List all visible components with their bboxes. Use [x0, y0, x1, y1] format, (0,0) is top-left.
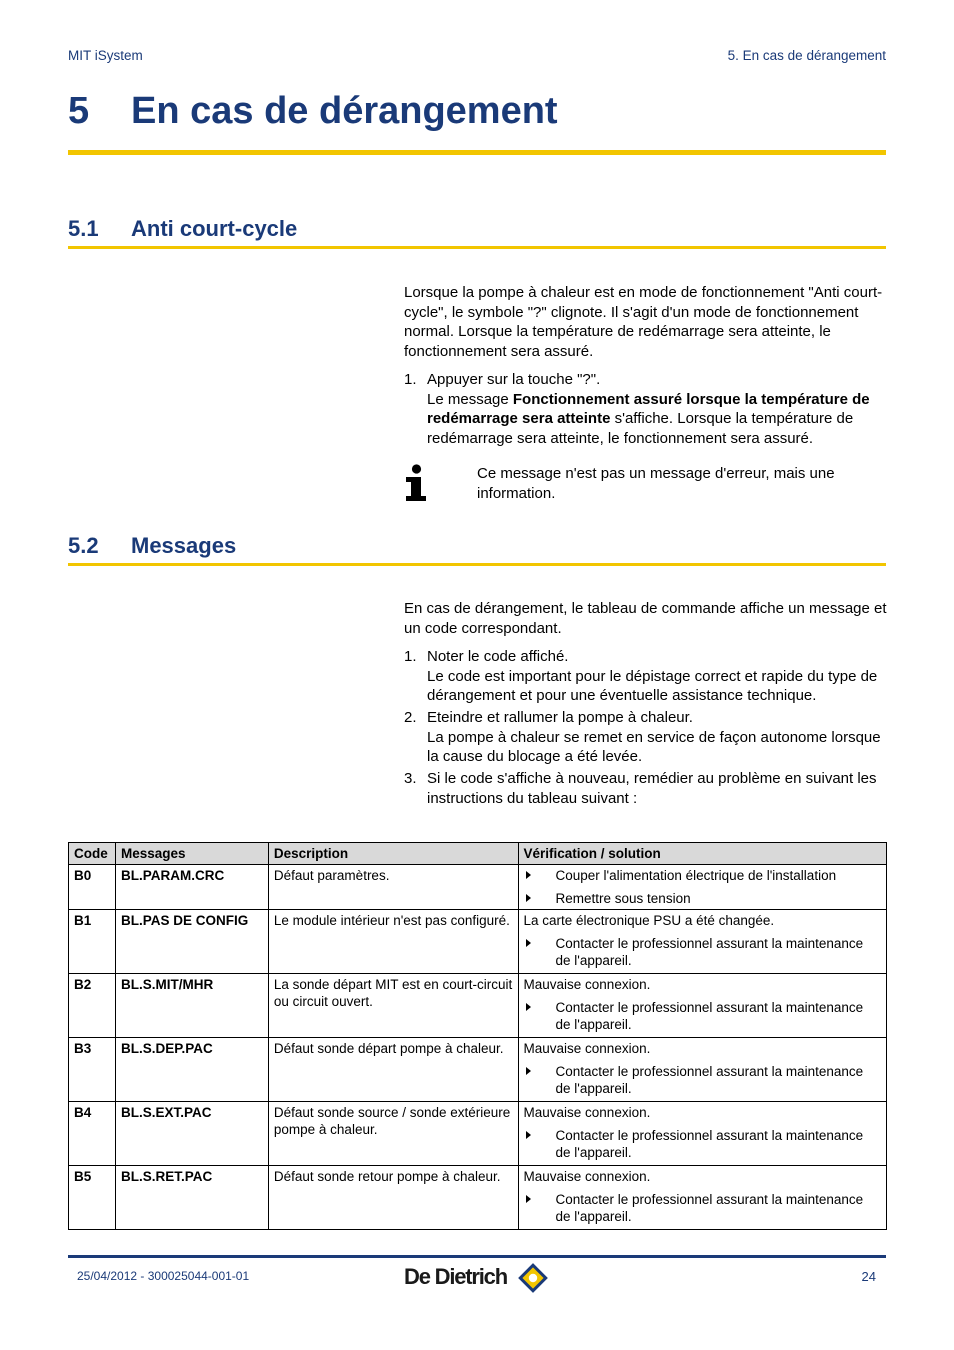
cell-code: B0: [69, 865, 116, 910]
table-header-row: [69, 843, 887, 865]
step-detail: La pompe à chaleur se remet en service de façon autonome lorsque la cause du blocage a été levée.: [427, 728, 881, 765]
cell-message: BL.S.EXT.PAC: [115, 1102, 268, 1166]
cell-code: B2: [69, 974, 116, 1038]
cell-solution: [518, 1166, 886, 1230]
section-number: 5.2: [68, 533, 99, 558]
anti-court-cycle-paragraph: Lorsque la pompe à chaleur est en mode de fonctionnement "Anti court-cycle", le symbole "?" clignote. Il s'agit d'un mode de fonctionnement normal. Lorsque la température de redémarrage sera atteinte, le fonctionnement sera assuré.: [404, 284, 883, 360]
section-title: Messages: [131, 533, 237, 558]
messages-paragraph: En cas de dérangement, le tableau de commande affiche un message et un code correspondant.: [404, 600, 887, 637]
cell-description: Défaut sonde départ pompe à chaleur.: [268, 1038, 518, 1102]
table-row: [69, 1038, 887, 1102]
cell-description: Le module intérieur n'est pas configuré.: [268, 910, 518, 974]
diamond-logo-icon: [518, 1263, 548, 1293]
section-number: 5.1: [68, 216, 99, 241]
cell-description: Défaut paramètres.: [268, 865, 518, 910]
bullet-text: Remettre sous tension: [555, 891, 691, 906]
footer-date-reference: 25/04/2012 - 300025044-001-01: [77, 1269, 250, 1283]
page-number: 24: [861, 1269, 876, 1284]
chapter-heading: [68, 88, 886, 155]
step-instruction: Si le code s'affiche à nouveau, remédier au problème en suivant les instructions du tableau suivant :: [427, 770, 877, 807]
cell-solution: [518, 974, 886, 1038]
bullet-triangle-icon: [526, 894, 531, 902]
step-instruction: Appuyer sur la touche "?".: [427, 371, 601, 388]
step-number: 3.: [404, 770, 417, 787]
table-row: [69, 1102, 887, 1166]
table-row: [69, 910, 887, 974]
solution-cause: Mauvaise connexion.: [523, 977, 651, 992]
step-instruction: Noter le code affiché.: [427, 648, 569, 665]
step-result-pre: Le message: [427, 390, 513, 408]
running-header-left: MIT iSystem: [68, 48, 143, 63]
table-row: [69, 974, 887, 1038]
messages-step-1: [404, 647, 888, 706]
solution-cause: La carte électronique PSU a été changée.: [523, 913, 775, 928]
cell-solution: [518, 1038, 886, 1102]
cell-code: B3: [69, 1038, 116, 1102]
section-title: Anti court-cycle: [131, 216, 298, 241]
error-codes-table: [68, 842, 887, 1230]
info-note: Ce message n'est pas un message d'erreur, mais une information.: [477, 465, 835, 502]
cell-message: BL.PAS DE CONFIG: [115, 910, 268, 974]
section-heading-messages: [68, 531, 886, 566]
cell-solution: [518, 910, 886, 974]
cell-message: BL.PARAM.CRC: [115, 865, 268, 910]
cell-message: BL.S.RET.PAC: [115, 1166, 268, 1230]
table-row: [69, 1166, 887, 1230]
solution-bullet: [524, 1127, 881, 1161]
solution-cause: Mauvaise connexion.: [523, 1105, 651, 1120]
bullet-text: Contacter le professionnel assurant la maintenance de l'appareil.: [555, 1128, 864, 1160]
chapter-number: 5: [68, 90, 90, 132]
bullet-text: Contacter le professionnel assurant la maintenance de l'appareil.: [555, 1064, 864, 1096]
chapter-title: En cas de dérangement: [131, 90, 558, 132]
info-icon: [404, 464, 428, 502]
messages-step-2: [404, 708, 888, 767]
column-header-code: Code: [69, 843, 116, 865]
bullet-triangle-icon: [526, 1131, 531, 1139]
cell-message: BL.S.MIT/MHR: [115, 974, 268, 1038]
logo-wordmark: De Dietrich: [404, 1264, 507, 1289]
bullet-triangle-icon: [526, 1195, 531, 1203]
solution-bullet: [524, 890, 881, 907]
column-header-messages: Messages: [115, 843, 268, 865]
bullet-text: Contacter le professionnel assurant la maintenance de l'appareil.: [555, 1000, 864, 1032]
column-header-description: Description: [268, 843, 518, 865]
cell-solution: [518, 1102, 886, 1166]
solution-bullet: [524, 1063, 881, 1097]
cell-description: Défaut sonde retour pompe à chaleur.: [268, 1166, 518, 1230]
step-number: 1.: [404, 371, 417, 388]
step-number: 2.: [404, 709, 417, 726]
cell-description: Défaut sonde source / sonde extérieure pompe à chaleur.: [268, 1102, 518, 1166]
step-detail: Le code est important pour le dépistage correct et rapide du type de dérangement et pour une éventuelle assistance technique.: [427, 667, 878, 704]
bullet-triangle-icon: [526, 1067, 531, 1075]
cell-description: La sonde départ MIT est en court-circuit ou circuit ouvert.: [268, 974, 518, 1038]
cell-solution: [518, 865, 886, 910]
step-instruction: Eteindre et rallumer la pompe à chaleur.: [427, 709, 693, 726]
bullet-text: Couper l'alimentation électrique de l'installation: [555, 868, 837, 883]
running-header-right: 5. En cas de dérangement: [727, 48, 886, 63]
bullet-triangle-icon: [526, 871, 531, 879]
anti-court-cycle-step: [404, 370, 888, 448]
cell-code: B4: [69, 1102, 116, 1166]
bullet-triangle-icon: [526, 939, 531, 947]
table-row: [69, 865, 887, 910]
cell-code: B5: [69, 1166, 116, 1230]
step-result: [427, 390, 888, 449]
solution-bullet: [524, 1191, 881, 1225]
cell-message: BL.S.DEP.PAC: [115, 1038, 268, 1102]
solution-bullet: [524, 999, 881, 1033]
messages-step-3: [404, 769, 888, 808]
step-result-message: Fonctionnement assuré lorsque la température de redémarrage sera atteinte: [427, 390, 870, 427]
section-heading-anti-court-cycle: [68, 214, 886, 249]
bullet-text: Contacter le professionnel assurant la maintenance de l'appareil.: [555, 936, 864, 968]
column-header-solution: Vérification / solution: [518, 843, 886, 865]
solution-bullet: [524, 935, 881, 969]
cell-code: B1: [69, 910, 116, 974]
solution-cause: Mauvaise connexion.: [523, 1169, 651, 1184]
footer-rule: [68, 1255, 886, 1258]
solution-cause: Mauvaise connexion.: [523, 1041, 651, 1056]
bullet-triangle-icon: [526, 1003, 531, 1011]
bullet-text: Contacter le professionnel assurant la maintenance de l'appareil.: [555, 1192, 864, 1224]
solution-bullet: [524, 867, 881, 884]
step-number: 1.: [404, 648, 417, 665]
step-result-post: s'affiche. Lorsque la température de redémarrage sera atteinte, le fonctionnement sera assuré.: [427, 410, 854, 447]
